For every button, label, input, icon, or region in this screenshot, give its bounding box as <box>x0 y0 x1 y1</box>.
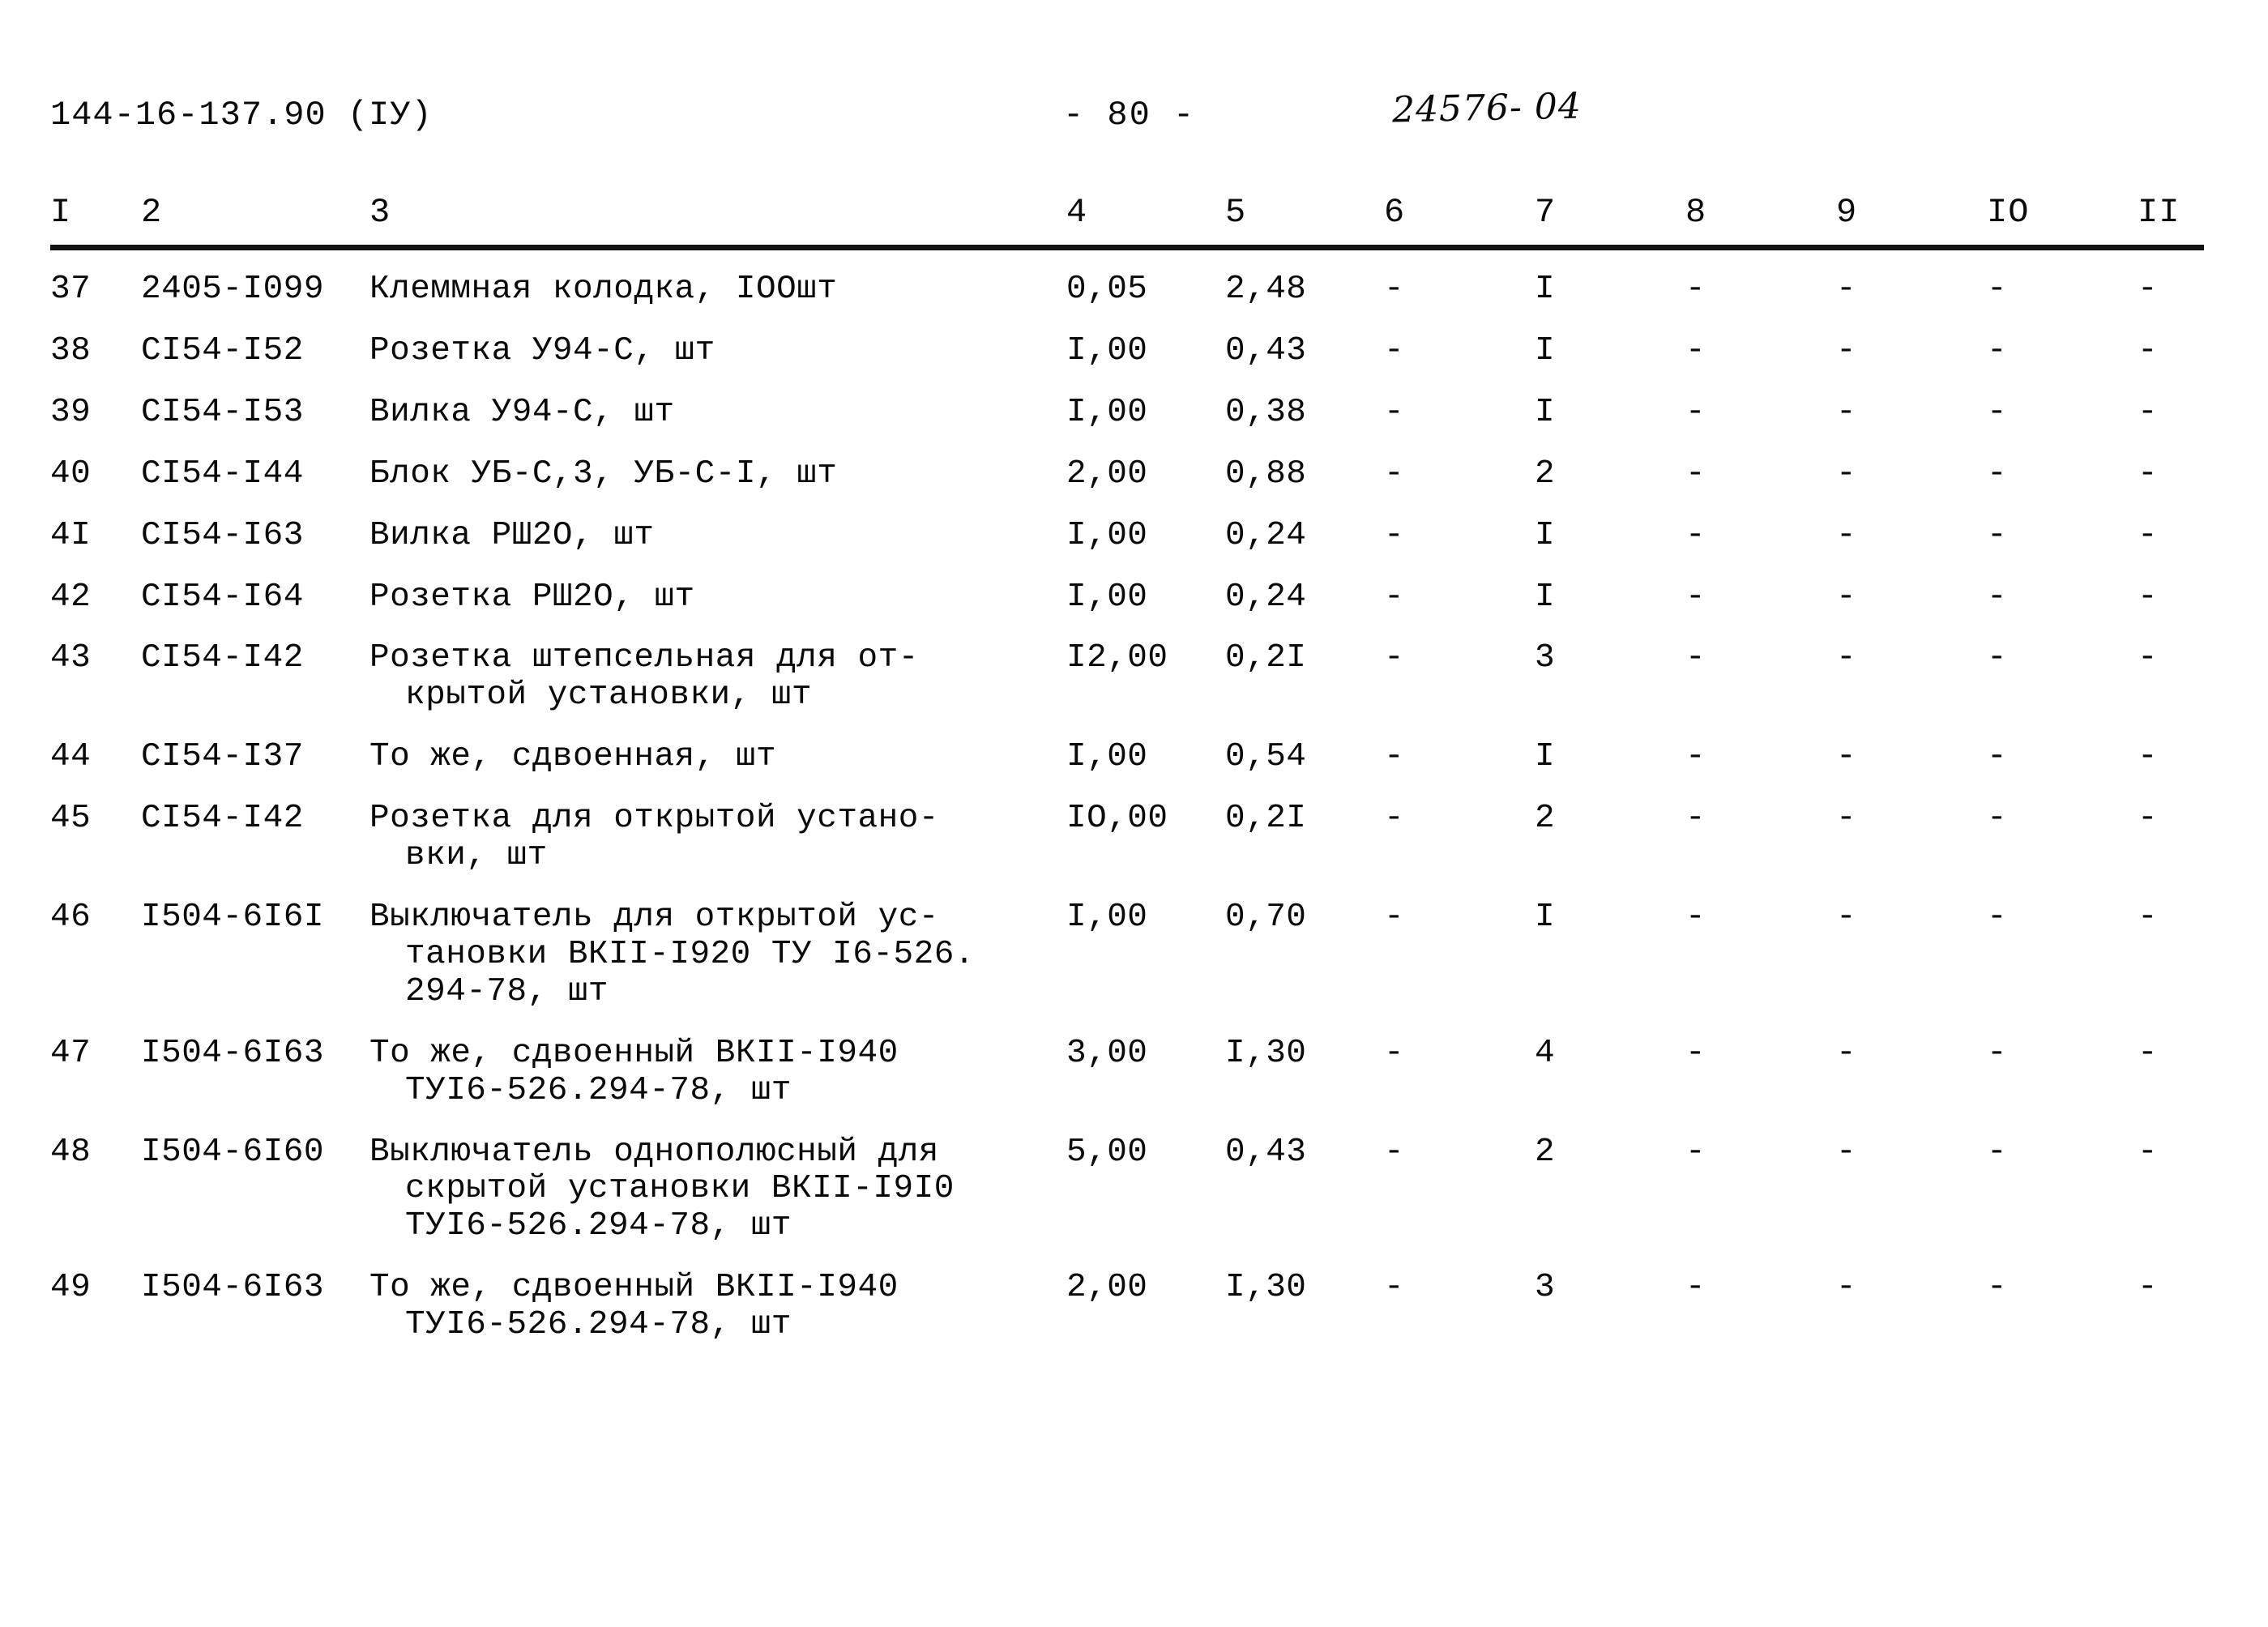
rule-line <box>50 245 2204 250</box>
description-line: Розетка для открытой устано- <box>369 800 939 838</box>
description-line: То же, сдвоенный ВКII-I940 <box>369 1269 899 1307</box>
row-number: 47 <box>50 1034 92 1072</box>
row-col9: - <box>1836 800 1857 838</box>
row-quantity: I,00 <box>1066 331 1148 369</box>
specification-table <box>50 193 2222 1369</box>
row-col10: - <box>1987 393 2008 431</box>
row-item-code: CI54-I52 <box>141 331 304 369</box>
row-item-code: CI54-I64 <box>141 578 304 616</box>
table-row <box>50 1270 2222 1369</box>
table-header-row <box>50 193 2222 245</box>
row-col8: - <box>1685 393 1706 431</box>
row-col10: - <box>1987 1269 2008 1307</box>
row-number: 40 <box>50 455 92 493</box>
table-row <box>50 579 2222 641</box>
row-price: 0,24 <box>1225 578 1307 616</box>
row-item-code: CI54-I53 <box>141 393 304 431</box>
row-price: 0,43 <box>1225 1133 1307 1171</box>
table-row <box>50 518 2222 579</box>
page-number: - 80 - <box>1063 96 1196 135</box>
row-col9: - <box>1836 1034 1857 1072</box>
table-body <box>50 193 2222 1369</box>
row-description <box>369 899 1066 1036</box>
row-col8: - <box>1685 331 1706 369</box>
row-item-code: I504-6I63 <box>141 1269 324 1307</box>
description-line: Выключатель однополюсный для <box>369 1133 939 1171</box>
row-col6: - <box>1384 800 1405 838</box>
description-line: вки, шт <box>405 837 548 875</box>
row-quantity: 2,00 <box>1066 455 1148 493</box>
table-row <box>50 739 2222 801</box>
row-col10: - <box>1987 898 2008 936</box>
header-rule <box>50 245 2222 271</box>
row-col6: - <box>1384 738 1405 776</box>
table-row <box>50 395 2222 456</box>
description-line: тановки ВКII-I920 ТУ I6-526. <box>405 935 975 973</box>
table-row <box>50 1036 2222 1134</box>
description-line: 294-78, шт <box>405 972 609 1010</box>
row-col10: - <box>1987 271 2008 308</box>
row-description <box>369 739 1066 801</box>
row-col7: I <box>1535 738 1556 776</box>
row-description <box>369 271 1066 333</box>
row-col9: - <box>1836 455 1857 493</box>
table-row <box>50 899 2222 1036</box>
row-description <box>369 333 1066 395</box>
row-col11: - <box>2138 578 2159 616</box>
row-item-code: CI54-I63 <box>141 516 304 554</box>
column-header-1: I <box>50 193 72 232</box>
row-number: 43 <box>50 639 92 677</box>
row-col9: - <box>1836 898 1857 936</box>
row-col6: - <box>1384 1034 1405 1072</box>
row-item-code: I504-6I60 <box>141 1133 324 1171</box>
row-col10: - <box>1987 455 2008 493</box>
row-item-code: 2405-I099 <box>141 271 324 308</box>
row-col9: - <box>1836 271 1857 308</box>
row-quantity: 5,00 <box>1066 1133 1148 1171</box>
specification-table-wrapper <box>50 193 2222 1369</box>
row-quantity: I2,00 <box>1066 639 1168 677</box>
row-col6: - <box>1384 639 1405 677</box>
row-quantity: 3,00 <box>1066 1034 1148 1072</box>
table-row <box>50 640 2222 739</box>
row-price: 0,88 <box>1225 455 1307 493</box>
row-number: 48 <box>50 1133 92 1171</box>
row-col8: - <box>1685 1269 1706 1307</box>
row-item-code: I504-6I6I <box>141 898 324 936</box>
table-row <box>50 333 2222 395</box>
row-col8: - <box>1685 516 1706 554</box>
column-header-6: 6 <box>1384 193 1406 232</box>
row-col8: - <box>1685 271 1706 308</box>
row-col11: - <box>2138 271 2159 308</box>
row-col6: - <box>1384 271 1405 308</box>
document-code: 144-16-137.90 (IУ) <box>50 96 433 135</box>
description-line: Розетка РШ2О, шт <box>369 578 695 616</box>
row-col8: - <box>1685 1133 1706 1171</box>
row-price: 0,2I <box>1225 800 1307 838</box>
description-line: Выключатель для открытой ус- <box>369 898 939 936</box>
column-header-4: 4 <box>1066 193 1088 232</box>
row-description <box>369 1036 1066 1134</box>
row-col10: - <box>1987 738 2008 776</box>
row-description <box>369 518 1066 579</box>
column-header-2: 2 <box>141 193 163 232</box>
row-col8: - <box>1685 578 1706 616</box>
row-description <box>369 456 1066 518</box>
row-col6: - <box>1384 1133 1405 1171</box>
row-quantity: I,00 <box>1066 578 1148 616</box>
row-col8: - <box>1685 898 1706 936</box>
row-col8: - <box>1685 1034 1706 1072</box>
row-col7: 2 <box>1535 455 1556 493</box>
row-number: 44 <box>50 738 92 776</box>
row-col9: - <box>1836 331 1857 369</box>
row-col10: - <box>1987 516 2008 554</box>
row-description <box>369 395 1066 456</box>
row-price: 0,38 <box>1225 393 1307 431</box>
row-description <box>369 1134 1066 1270</box>
row-number: 49 <box>50 1269 92 1307</box>
row-col6: - <box>1384 578 1405 616</box>
row-col11: - <box>2138 1133 2159 1171</box>
row-col9: - <box>1836 1269 1857 1307</box>
description-line: Розетка У94-С, шт <box>369 331 715 369</box>
row-col7: I <box>1535 578 1556 616</box>
row-col7: 3 <box>1535 1269 1556 1307</box>
row-description <box>369 1270 1066 1369</box>
row-item-code: CI54-I44 <box>141 455 304 493</box>
row-item-code: I504-6I63 <box>141 1034 324 1072</box>
row-col11: - <box>2138 393 2159 431</box>
row-col7: 2 <box>1535 1133 1556 1171</box>
row-price: I,30 <box>1225 1034 1307 1072</box>
row-col11: - <box>2138 1269 2159 1307</box>
column-header-5: 5 <box>1225 193 1247 232</box>
table-row <box>50 456 2222 518</box>
row-description <box>369 579 1066 641</box>
description-line: Розетка штепсельная для от- <box>369 639 919 677</box>
row-number: 45 <box>50 800 92 838</box>
header-rule-row <box>50 245 2222 271</box>
description-line: скрытой установки ВКII-I9I0 <box>405 1170 955 1208</box>
row-price: 0,24 <box>1225 516 1307 554</box>
description-line: Блок УБ-С,3, УБ-С-I, шт <box>369 455 838 493</box>
description-line: ТУI6-526.294-78, шт <box>405 1306 792 1344</box>
column-header-10: IO <box>1987 193 2030 232</box>
row-col10: - <box>1987 1133 2008 1171</box>
row-quantity: I,00 <box>1066 516 1148 554</box>
row-col6: - <box>1384 393 1405 431</box>
row-item-code: CI54-I37 <box>141 738 304 776</box>
row-col9: - <box>1836 1133 1857 1171</box>
row-price: 0,2I <box>1225 639 1307 677</box>
row-col8: - <box>1685 738 1706 776</box>
row-col9: - <box>1836 578 1857 616</box>
row-price: 0,43 <box>1225 331 1307 369</box>
handwritten-annotation: 24576- 04 <box>1391 85 1582 131</box>
row-col10: - <box>1987 578 2008 616</box>
row-price: I,30 <box>1225 1269 1307 1307</box>
row-number: 38 <box>50 331 92 369</box>
row-quantity: 0,05 <box>1066 271 1148 308</box>
row-number: 4I <box>50 516 92 554</box>
row-col7: I <box>1535 516 1556 554</box>
row-number: 46 <box>50 898 92 936</box>
row-col11: - <box>2138 331 2159 369</box>
row-number: 42 <box>50 578 92 616</box>
row-col10: - <box>1987 639 2008 677</box>
row-col8: - <box>1685 455 1706 493</box>
row-col6: - <box>1384 331 1405 369</box>
row-col7: 4 <box>1535 1034 1556 1072</box>
row-quantity: 2,00 <box>1066 1269 1148 1307</box>
row-col6: - <box>1384 516 1405 554</box>
row-col6: - <box>1384 1269 1405 1307</box>
row-col11: - <box>2138 898 2159 936</box>
column-header-3: 3 <box>369 193 391 232</box>
row-quantity: IO,00 <box>1066 800 1168 838</box>
table-row <box>50 271 2222 333</box>
column-header-11: II <box>2138 193 2180 232</box>
row-col7: 3 <box>1535 639 1556 677</box>
row-number: 37 <box>50 271 92 308</box>
column-header-7: 7 <box>1535 193 1557 232</box>
row-item-code: CI54-I42 <box>141 639 304 677</box>
row-description <box>369 640 1066 739</box>
row-col9: - <box>1836 738 1857 776</box>
row-col8: - <box>1685 639 1706 677</box>
column-header-9: 9 <box>1836 193 1858 232</box>
row-col11: - <box>2138 1034 2159 1072</box>
row-quantity: I,00 <box>1066 898 1148 936</box>
row-col6: - <box>1384 455 1405 493</box>
row-col7: I <box>1535 393 1556 431</box>
row-col9: - <box>1836 393 1857 431</box>
row-col7: 2 <box>1535 800 1556 838</box>
row-col11: - <box>2138 639 2159 677</box>
description-line: То же, сдвоенный ВКII-I940 <box>369 1034 899 1072</box>
row-number: 39 <box>50 393 92 431</box>
row-price: 0,70 <box>1225 898 1307 936</box>
row-col10: - <box>1987 331 2008 369</box>
row-col11: - <box>2138 455 2159 493</box>
row-col10: - <box>1987 1034 2008 1072</box>
row-col9: - <box>1836 516 1857 554</box>
row-col8: - <box>1685 800 1706 838</box>
row-price: 0,54 <box>1225 738 1307 776</box>
description-line: Вилка РШ2О, шт <box>369 516 655 554</box>
page-header <box>0 85 2268 152</box>
row-item-code: CI54-I42 <box>141 800 304 838</box>
row-col7: I <box>1535 898 1556 936</box>
description-line: ТУI6-526.294-78, шт <box>405 1071 792 1109</box>
description-line: ТУI6-526.294-78, шт <box>405 1207 792 1245</box>
row-col6: - <box>1384 898 1405 936</box>
table-row <box>50 1134 2222 1270</box>
description-line: Клеммная колодка, IООшт <box>369 271 838 308</box>
row-description <box>369 801 1066 899</box>
row-col11: - <box>2138 738 2159 776</box>
row-quantity: I,00 <box>1066 738 1148 776</box>
table-row <box>50 801 2222 899</box>
description-line: Вилка У94-С, шт <box>369 393 675 431</box>
row-quantity: I,00 <box>1066 393 1148 431</box>
row-col11: - <box>2138 516 2159 554</box>
column-header-8: 8 <box>1685 193 1707 232</box>
row-col9: - <box>1836 639 1857 677</box>
description-line: То же, сдвоенная, шт <box>369 738 777 776</box>
row-col10: - <box>1987 800 2008 838</box>
row-col7: I <box>1535 271 1556 308</box>
row-col11: - <box>2138 800 2159 838</box>
row-col7: I <box>1535 331 1556 369</box>
row-price: 2,48 <box>1225 271 1307 308</box>
description-line: крытой установки, шт <box>405 677 813 715</box>
